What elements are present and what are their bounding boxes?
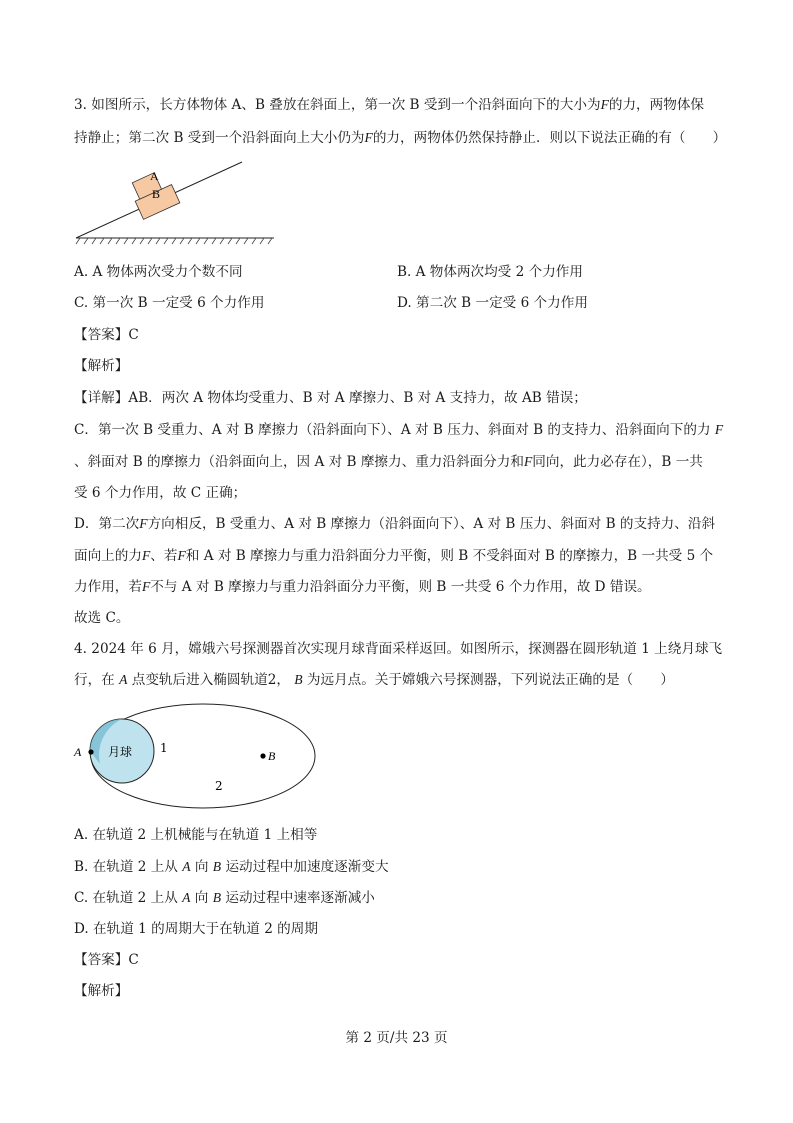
q4-option-a: A. 在轨道 2 上机械能与在轨道 1 上相等	[74, 827, 318, 843]
q3-option-d: D. 第二次 B 一定受 6 个力作用	[397, 295, 588, 311]
q3-detail-line6: 面向上的力F、若F和 A 对 B 摩擦力与重力沿斜面分力平衡，则 B 不受斜面对 B 的摩擦力，B 一共受 5 个	[74, 548, 714, 564]
point-b-label: B	[268, 749, 276, 763]
q3-detail-line4: 受 6 个力作用，故 C 正确；	[74, 485, 247, 501]
q4-option-b: B. 在轨道 2 上从 A 向 B 运动过程中加速度逐渐变大	[74, 859, 389, 875]
page-footer: 第 2 页/共 23 页	[345, 1030, 448, 1046]
point-b-dot	[260, 753, 265, 758]
q3-stem-line1: 3. 如图所示，长方体物体 A、B 叠放在斜面上，第一次 B 受到一个沿斜面向下的大小为F的力，两物体保	[74, 97, 705, 113]
q3-conclusion: 故选 C。	[74, 610, 130, 626]
q3-option-c: C. 第一次 B 一定受 6 个力作用	[74, 295, 265, 311]
q3-option-a: A. A 物体两次受力个数不同	[74, 264, 243, 280]
q4-stem-line2: 行，在 A 点变轨后进入椭圆轨道2， B 为远月点。关于嫦娥六号探测器，下列说法正确的是（ ）	[74, 672, 674, 688]
q3-detail-line2: C．第一次 B 受重力、A 对 B 摩擦力（沿斜面向下）、A 对 B 压力、斜面对 B 的支持力、沿斜面向下的力 F	[74, 422, 724, 438]
orbit-1-label: 1	[160, 741, 168, 755]
q3-incline-figure	[74, 158, 284, 248]
q3-detail-line3: 、斜面对 B 的摩擦力（沿斜面向上，因 A 对 B 摩擦力、重力沿斜面分力和F同向，此力必存在），B 一共	[74, 454, 703, 470]
q4-analysis-heading: 【解析】	[74, 983, 129, 999]
q3-analysis-heading: 【解析】	[74, 358, 129, 374]
block-a-label: A	[150, 169, 159, 183]
q3-stem-line2: 持静止；第二次 B 受到一个沿斜面向上大小仍为F的力，两物体仍然保持静止．则以下说法正确的有（ ）	[74, 130, 727, 146]
orbit-2-label: 2	[215, 779, 223, 793]
q3-detail-line1: 【详解】AB．两次 A 物体均受重力、B 对 A 摩擦力、B 对 A 支持力，故 AB 错误；	[74, 390, 587, 406]
q3-detail-line5: D．第二次F方向相反，B 受重力、A 对 B 摩擦力（沿斜面向下）、A 对 B 压力、斜面对 B 的支持力、沿斜	[74, 516, 716, 532]
moon-label: 月球	[108, 745, 133, 759]
point-a-label: A	[74, 745, 82, 759]
point-a-dot	[88, 749, 93, 754]
q4-option-d: D. 在轨道 1 的周期大于在轨道 2 的周期	[74, 921, 318, 937]
block-b-label: B	[152, 187, 161, 201]
q3-answer: 【答案】C	[74, 327, 139, 343]
q3-option-b: B. A 物体两次均受 2 个力作用	[397, 264, 583, 280]
q4-answer: 【答案】C	[74, 952, 139, 968]
q4-option-c: C. 在轨道 2 上从 A 向 B 运动过程中速率逐渐减小	[74, 890, 375, 906]
q4-stem-line1: 4. 2024 年 6 月，嫦娥六号探测器首次实现月球背面采样返回。如图所示，探测器在圆形轨道 1 上绕月球飞	[74, 641, 723, 657]
q3-detail-line7: 力作用，若F不与 A 对 B 摩擦力与重力沿斜面分力平衡，则 B 一共受 6 个力作用，故 D 错误。	[74, 579, 651, 595]
q4-orbit-figure	[70, 704, 285, 814]
